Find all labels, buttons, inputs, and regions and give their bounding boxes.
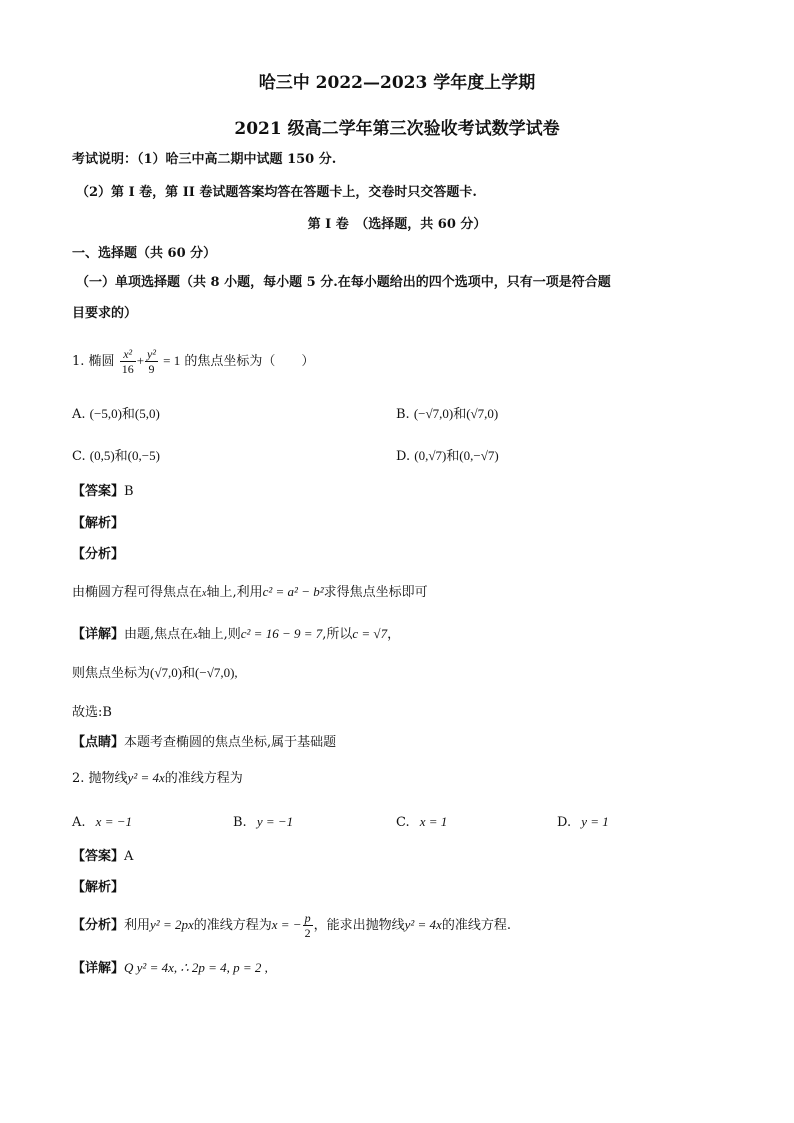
question-1-option-b[interactable]: B. (−√7,0)和(√7,0) bbox=[396, 406, 499, 422]
instructions-line1: 考试说明：（1）哈三中高二期中试题 150 分. bbox=[72, 152, 337, 167]
question-1-option-a[interactable]: A. (−5,0)和(5,0) bbox=[72, 406, 160, 422]
section1-subheading-line1: （一）单项选择题（共 8 小题，每小题 5 分.在每小题给出的四个选项中，只有一项是符合题 bbox=[76, 275, 611, 290]
question-1-analysis-label: 【解析】 bbox=[72, 516, 125, 531]
question-1-detail: 【详解】由题,焦点在x轴上,则c² = 16 − 9 = 7,所以c = √7， bbox=[72, 626, 401, 642]
question-1-suffix: 的焦点坐标为（ ） bbox=[184, 354, 315, 369]
section1-heading: 一、选择题（共 60 分） bbox=[72, 246, 217, 261]
question-1-fenxi-text: 由椭圆方程可得焦点在x轴上,利用c² = a² − b²求得焦点坐标即可 bbox=[72, 584, 428, 600]
exam-title-line2: 2021 级高二学年第三次验收考试数学试卷 bbox=[234, 119, 560, 139]
question-1-option-c[interactable]: C. (0,5)和(0,−5) bbox=[72, 448, 160, 464]
exam-title-line1: 哈三中 2022—2023 学年度上学期 bbox=[258, 73, 536, 93]
ellipse-fraction-y: $\frac{\text{y²}}{9}$ bbox=[147, 347, 156, 376]
question-1-fenxi-label: 【分析】 bbox=[72, 547, 125, 562]
question-2-detail: 【详解】Q y² = 4x, ∴ 2p = 4, p = 2 , bbox=[72, 960, 268, 976]
ellipse-equation-rhs: = 1 bbox=[163, 353, 181, 368]
question-1-stem: 1. 椭圆 $\frac{\text{x²}}{16}$ + $\frac{\text{y²}}{9}$ = 1 的焦点坐标为（ ） bbox=[72, 347, 315, 376]
instructions-line2: （2）第 I 卷，第 II 卷试题答案均答在答题卡上，交卷时只交答题卡. bbox=[76, 185, 477, 200]
question-2-option-d[interactable]: D. y = 1 bbox=[557, 814, 609, 830]
question-1-option-d[interactable]: D. (0,√7)和(0,−√7) bbox=[396, 448, 499, 464]
question-2-option-a[interactable]: A. x = −1 bbox=[72, 814, 132, 830]
question-2-fenxi: 【分析】利用y² = 2px的准线方程为x = − $\frac{p}{2}$ ，能求出抛物线y² = 4x的准线方程. bbox=[72, 911, 511, 940]
question-1-comment: 【点睛】本题考查椭圆的焦点坐标,属于基础题 bbox=[72, 735, 337, 750]
question-2-option-b[interactable]: B. y = −1 bbox=[233, 814, 294, 830]
parabola-equation: y² = 4x bbox=[127, 770, 165, 785]
section1-subheading-line2: 目要求的） bbox=[72, 306, 138, 321]
ellipse-fraction-x: $\frac{\text{x²}}{16}$ bbox=[121, 347, 134, 376]
question-1-prefix: 1. 椭圆 bbox=[72, 354, 115, 369]
directrix-fraction: $\frac{p}{2}$ bbox=[304, 911, 311, 940]
question-1-answer: 【答案】B bbox=[72, 484, 134, 499]
question-2-stem: 2. 抛物线y² = 4x的准线方程为 bbox=[72, 770, 243, 786]
question-2-analysis-label: 【解析】 bbox=[72, 880, 125, 895]
question-2-answer: 【答案】A bbox=[72, 849, 134, 864]
question-2-option-c[interactable]: C. x = 1 bbox=[396, 814, 448, 830]
part1-heading: 第 I 卷 （选择题，共 60 分） bbox=[307, 217, 487, 232]
question-1-choose: 故选:B bbox=[72, 705, 112, 720]
question-1-focus-result: 则焦点坐标为(√7,0)和(−√7,0), bbox=[72, 665, 238, 681]
